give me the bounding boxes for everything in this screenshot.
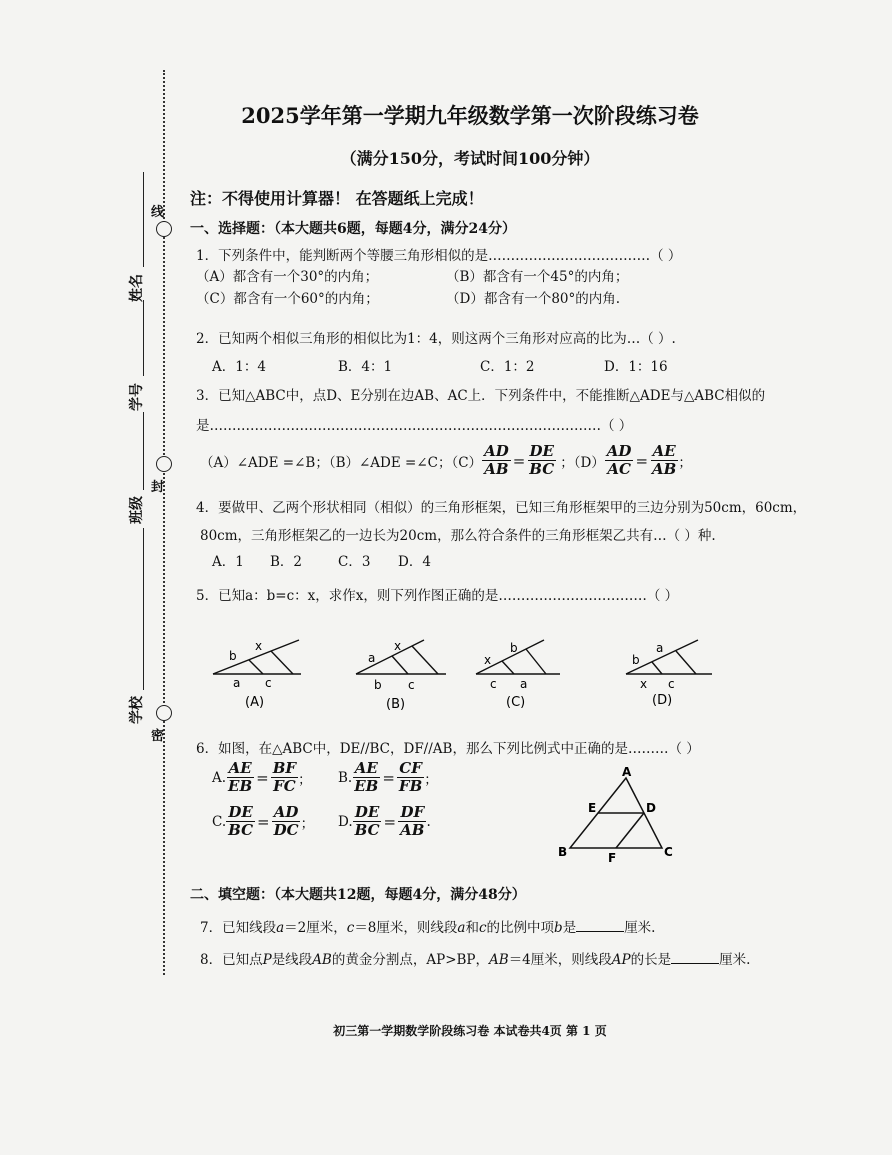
q6-option-a (212, 760, 312, 795)
equals-sign: = (383, 812, 397, 831)
q3-option-end: ； (678, 454, 692, 471)
numerator: CF (399, 759, 422, 777)
q8-part: ＝4厘米，则线段 (508, 952, 612, 968)
binding-char-xian: 线 (151, 205, 165, 220)
q8-part: 的黄金分割点，AP>BP， (331, 952, 490, 968)
numerator: BF (272, 759, 297, 777)
denominator: FB (398, 777, 423, 795)
q5-a-label: (A) (245, 695, 265, 710)
numerator: AD (273, 803, 299, 821)
q5-d-seg2: a (656, 641, 664, 655)
q5-d-label: (D) (652, 693, 673, 708)
numerator: AE (354, 759, 378, 777)
denominator: FC (273, 777, 296, 795)
q2-stem: 2．已知两个相似三角形的相似比为1：4，则这两个三角形对应高的比为…（ ）. (196, 331, 676, 347)
q4-option-d: D．4 (398, 554, 431, 570)
page-subtitle: （满分150分，考试时间100分钟） (340, 149, 600, 168)
q8-part: 厘米. (719, 952, 751, 968)
q3-fraction (650, 443, 678, 478)
q4-line1: 4．要做甲、乙两个形状相同（相似）的三角形框架，已知三角形框架甲的三边分别为50cm，60cm， (196, 500, 807, 516)
q7-part: 是 (562, 920, 577, 936)
binding-char-mi: 密 (151, 729, 165, 744)
q6-point-b: B (558, 845, 568, 859)
q8-part: 是线段 (271, 952, 313, 968)
q6-point-c: C (664, 845, 673, 859)
q7-var: b (554, 920, 563, 936)
q7-answer-blank[interactable] (576, 919, 624, 932)
q3-fraction (527, 443, 556, 478)
q7-var: a (276, 920, 285, 936)
denominator: AB (400, 821, 425, 839)
class-blank-line (143, 412, 144, 490)
option-label: A. (212, 769, 227, 786)
q6-stem: 6．如图，在△ABC中，DE//BC，DF//AB，那么下列比例式中正确的是………（ ） (196, 741, 700, 757)
q7-text (200, 916, 655, 936)
numerator: DE (354, 803, 380, 821)
q5-figure-d (622, 632, 722, 712)
q3-stem-line1: 3．已知△ABC中，点D、E分别在边AB、AC上．下列条件中，不能推断△ADE与△ABC相似的 (196, 388, 766, 404)
q8-var: AB (489, 952, 509, 968)
q7-var: a (457, 920, 466, 936)
q4-option-a: A．1 (212, 554, 244, 570)
q5-c-label: (C) (506, 695, 526, 710)
q5-a-seg2: x (255, 639, 263, 653)
numerator: DE (228, 803, 253, 821)
q4-option-c: C．3 (338, 554, 371, 570)
q7-part: ＝8厘米，则线段 (354, 920, 458, 936)
option-end: . (426, 813, 431, 830)
q6-triangle-figure (550, 766, 690, 866)
q6-point-f: F (608, 851, 617, 865)
denominator: AB (652, 460, 677, 478)
school-blank-line (143, 528, 144, 690)
q5-b-seg3: b (374, 678, 382, 692)
binding-circle (156, 705, 172, 721)
q6-option-d (338, 804, 431, 839)
q1-option-b: （B）都含有一个45°的内角； (446, 269, 629, 285)
page-title: 2025学年第一学期九年级数学第一次阶段练习卷 (241, 103, 699, 128)
q2-option-b: B．4：1 (338, 359, 393, 375)
q6-fraction (398, 804, 426, 839)
numerator: AD (484, 442, 509, 460)
q6-fraction (272, 804, 301, 839)
equals-sign: = (512, 451, 526, 470)
q3-options (200, 443, 692, 478)
q8-part: 8．已知点 (200, 952, 263, 968)
q8-var: AB (312, 952, 332, 968)
q1-option-a: （A）都含有一个30°的内角； (196, 269, 379, 285)
q5-d-seg1: b (632, 653, 640, 667)
equals-sign: = (256, 768, 269, 787)
q8-part: 的长是 (630, 952, 672, 968)
id-blank-line (143, 300, 144, 376)
section2-heading: 二、填空题：（本大题共12题，每题4分，满分48分） (190, 887, 526, 903)
q6-fraction (352, 760, 380, 795)
q7-part: ＝2厘米， (284, 920, 347, 936)
q3-option-sep: ；（D） (560, 454, 605, 471)
denominator: EB (228, 777, 253, 795)
option-end: ； (300, 815, 315, 832)
name-label: 姓名 (129, 274, 145, 302)
q6-fraction (271, 760, 298, 795)
q8-var: AP (611, 952, 631, 968)
q5-d-seg4: c (668, 677, 675, 691)
q5-b-seg4: c (408, 678, 415, 692)
q1-stem: 1．下列条件中，能判断两个等腰三角形相似的是………………………………（ ） (196, 248, 682, 264)
q5-stem: 5．已知a：b=c：x，求作x，则下列作图正确的是……………………………（ ） (196, 588, 679, 604)
q4-option-b: B．2 (270, 554, 303, 570)
binding-circle (156, 456, 172, 472)
page-footer: 初三第一学期数学阶段练习卷 本试卷共4页 第 1 页 (333, 1024, 607, 1038)
option-label: D. (338, 813, 353, 830)
q6-fraction (353, 804, 382, 839)
q3-option-ab: （A）∠ADE =∠B；（B）∠ADE =∠C；（C） (200, 454, 483, 471)
q3-stem-line2: 是……………………………………………………………………………（ ） (196, 418, 633, 434)
denominator: DC (273, 821, 299, 839)
numerator: DE (529, 442, 554, 460)
q5-c-seg4: a (520, 677, 528, 691)
numerator: DF (400, 803, 425, 821)
q7-part: 和 (465, 920, 479, 936)
q5-c-seg1: x (484, 653, 492, 667)
q6-fraction (226, 760, 254, 795)
equals-sign: = (382, 768, 395, 787)
q6-point-e: E (588, 801, 597, 815)
q7-part: 的比例中项 (486, 920, 555, 936)
q5-b-seg1: a (368, 651, 376, 665)
equals-sign: = (257, 812, 270, 831)
option-end: ； (298, 771, 312, 788)
q5-a-seg4: c (265, 676, 272, 690)
q6-option-b (338, 760, 438, 795)
denominator: EB (354, 777, 379, 795)
q7-part: 7．已知线段 (200, 920, 277, 936)
q5-d-seg3: x (640, 677, 648, 691)
q8-text (200, 948, 750, 968)
q6-point-a: A (622, 766, 632, 779)
q3-fraction (605, 443, 634, 478)
q4-line2: 80cm，三角形框架乙的一边长为20cm，那么符合条件的三角形框架乙共有…（ ）种. (200, 528, 716, 544)
q5-figure-a (205, 632, 305, 712)
denominator: AC (607, 460, 631, 478)
numerator: AD (606, 442, 632, 460)
q2-option-a: A．1：4 (212, 359, 266, 375)
q5-c-seg3: c (490, 677, 497, 691)
option-label: B. (338, 769, 353, 786)
q6-fraction (397, 760, 424, 795)
q6-option-c (212, 804, 314, 839)
q1-option-c: （C）都含有一个60°的内角； (196, 291, 379, 307)
q7-part: 厘米. (624, 920, 656, 936)
denominator: BC (228, 821, 254, 839)
class-label: 班级 (129, 496, 145, 524)
exam-note: 注：不得使用计算器！ 在答题纸上完成！ (190, 189, 484, 208)
section1-heading: 一、选择题：（本大题共6题，每题4分，满分24分） (190, 221, 516, 237)
q5-figure-c (470, 632, 570, 712)
q8-var: P (262, 952, 272, 968)
q1-option-d: （D）都含有一个80°的内角. (446, 291, 621, 307)
student-id-label: 学号 (129, 383, 145, 411)
q5-b-seg2: x (394, 639, 402, 653)
q5-a-seg3: a (233, 676, 241, 690)
equals-sign: = (635, 451, 649, 470)
denominator: BC (354, 821, 380, 839)
q5-a-seg1: b (229, 649, 237, 663)
q7-var: c (478, 920, 487, 936)
q8-answer-blank[interactable] (671, 951, 719, 964)
denominator: BC (529, 460, 555, 478)
q5-b-label: (B) (386, 697, 406, 712)
q6-fraction (226, 804, 255, 839)
numerator: AE (652, 442, 676, 460)
name-blank-line (143, 172, 144, 267)
option-label: C. (212, 813, 227, 830)
q2-option-c: C．1：2 (480, 359, 535, 375)
option-end: ； (424, 771, 438, 788)
q6-point-d: D (646, 801, 656, 815)
q2-option-d: D．1：16 (604, 359, 668, 375)
q7-var: c (346, 920, 355, 936)
denominator: AB (484, 460, 509, 478)
numerator: AE (228, 759, 252, 777)
q5-figure-b (350, 632, 450, 712)
binding-char-feng: 封 (151, 480, 165, 495)
school-label: 学校 (129, 696, 145, 724)
binding-circle (156, 221, 172, 237)
q5-c-seg2: b (510, 641, 518, 655)
q3-fraction (482, 443, 511, 478)
